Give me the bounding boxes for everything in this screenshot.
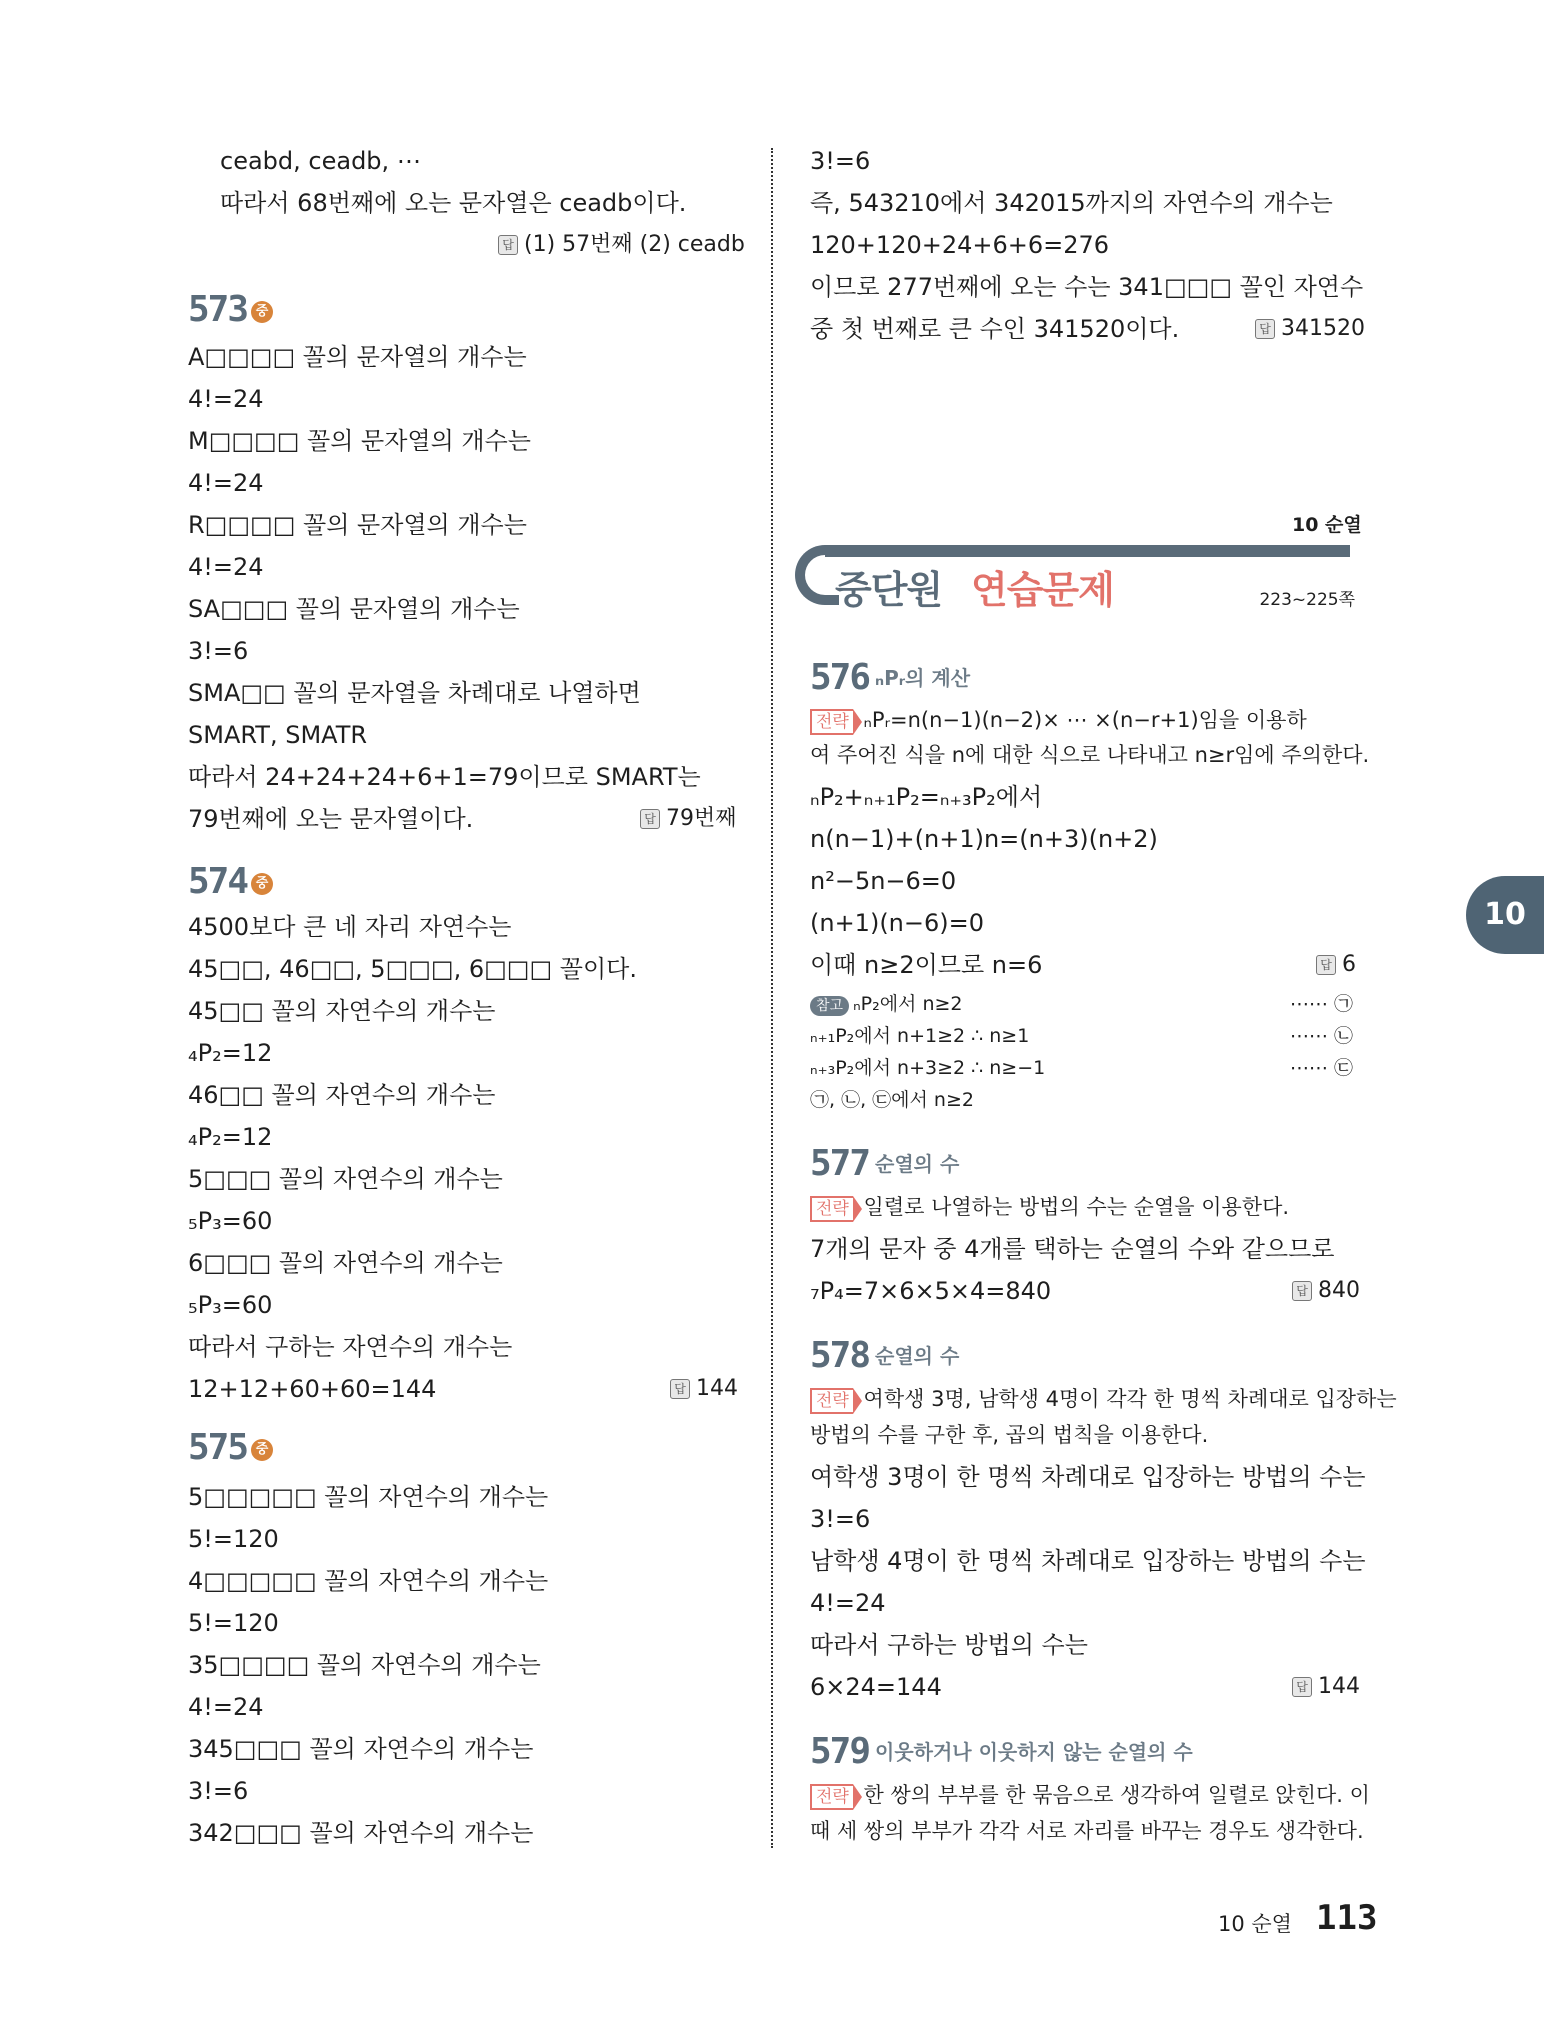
problem-number-text: 579 [810,1731,870,1772]
text-line: ₅P₃=60 [188,1291,273,1319]
answer [1292,1672,1360,1702]
text-line: 이므로 277번째에 오는 수는 341□□□ 꼴인 자연수 [810,273,1364,301]
text-line: 4!=24 [188,469,264,497]
text-line: 3!=6 [810,1505,871,1533]
text-line: 즉, 543210에서 342015까지의 자연수의 개수는 [810,189,1333,217]
text-line: 4□□□□□ 꼴의 자연수의 개수는 [188,1567,549,1595]
note-mark: ⋯⋯ ㉠ [1290,993,1354,1015]
answer [640,804,737,834]
problem-number-text: 576 [810,657,870,698]
answer-tag-icon: 답 [1292,1677,1312,1697]
reference-label: 참고 [810,996,849,1016]
text-line: 345□□□ 꼴의 자연수의 개수는 [188,1735,534,1763]
note-text: ㉠, ㉡, ㉢에서 n≥2 [810,1089,974,1111]
problem-title: 순열의 수 [875,1152,960,1176]
text-line: 79번째에 오는 문자열이다. [188,805,474,833]
strategy-text: 일렬로 나열하는 방법의 수는 순열을 이용한다. [863,1195,1290,1219]
text-line: 7개의 문자 중 4개를 택하는 순열의 수와 같으므로 [810,1235,1335,1263]
text-line: (n+1)(n−6)=0 [810,909,985,937]
text-line: A□□□□ 꼴의 문자열의 개수는 [188,343,527,371]
problem-number [810,658,970,698]
strategy-line: 때 세 쌍의 부부가 각각 서로 자리를 바꾸는 경우도 생각한다. [810,1819,1364,1843]
text-line: ₇P₄=7×6×5×4=840 [810,1277,1052,1305]
answer [1316,950,1356,980]
text-line: ₄P₂=12 [188,1039,273,1067]
text-line: 4!=24 [188,385,264,413]
banner-title-accent: 연습문제 [971,568,1114,612]
problem-number [810,1336,959,1376]
reference-note [810,1086,974,1114]
answer-value: 79번째 [666,806,737,831]
text-line: 4!=24 [188,1693,264,1721]
text-line: 4!=24 [810,1589,886,1617]
text-line: n(n−1)+(n+1)n=(n+3)(n+2) [810,825,1158,853]
strategy-line [810,1780,1370,1810]
text-line: 35□□□□ 꼴의 자연수의 개수는 [188,1651,541,1679]
text-line: 3!=6 [188,637,249,665]
problem-title: 이웃하거나 이웃하지 않는 순열의 수 [875,1740,1193,1764]
problem-number-text: 577 [810,1143,870,1184]
text-line: ₄P₂=12 [188,1123,273,1151]
text-line: 6□□□ 꼴의 자연수의 개수는 [188,1249,503,1277]
problem-number-text: 578 [810,1335,870,1376]
strategy-label: 전략 [810,1388,853,1414]
answer [1255,314,1365,344]
text-line: 따라서 68번째에 오는 문자열은 ceadb이다. [220,189,687,217]
text-line: M□□□□ 꼴의 문자열의 개수는 [188,427,531,455]
text-line: n²−5n−6=0 [810,867,957,895]
difficulty-badge: 중 [251,1439,273,1461]
strategy-label: 전략 [810,1784,853,1810]
note-text: ₙP₂에서 n≥2 [853,993,963,1015]
text-line: 4!=24 [188,553,264,581]
answer-value: 6 [1342,952,1356,977]
banner-title-main: 중단원 [835,568,943,612]
strategy-line [810,705,1307,735]
answer-value: 840 [1318,1278,1360,1303]
difficulty-badge: 중 [251,873,273,895]
problem-number-text: 574 [188,861,248,902]
text-line: SMART, SMATR [188,721,368,749]
text-line: SMA□□ 꼴의 문자열을 차례대로 나열하면 [188,679,641,707]
note-mark: ⋯⋯ ㉢ [1290,1057,1354,1079]
answer-tag-icon: 답 [1255,319,1275,339]
page-number: 113 [1316,1898,1378,1938]
problem-number-text: 575 [188,1427,248,1468]
note-text: ₙ₊₁P₂에서 n+1≥2 ∴ n≥1 [810,1025,1030,1047]
answer [498,230,745,260]
strategy-line: 여 주어진 식을 n에 대한 식으로 나타내고 n≥r임에 주의한다. [810,743,1370,767]
strategy-text: 한 쌍의 부부를 한 묶음으로 생각하여 일렬로 앉힌다. 이 [863,1783,1370,1807]
text-line: ceabd, ceadb, ⋯ [220,147,421,175]
answer [1292,1276,1360,1306]
text-line: 5!=120 [188,1525,279,1553]
problem-number [188,862,273,902]
banner-page-range: 223~225쪽 [1259,590,1355,610]
text-line: 45□□, 46□□, 5□□□, 6□□□ 꼴이다. [188,955,637,983]
answer-value: 341520 [1281,316,1365,341]
strategy-line: 방법의 수를 구한 후, 곱의 법칙을 이용한다. [810,1423,1209,1447]
text-line: 이때 n≥2이므로 n=6 [810,951,1043,979]
note-text: ₙ₊₃P₂에서 n+3≥2 ∴ n≥−1 [810,1057,1046,1079]
text-line: 따라서 구하는 방법의 수는 [810,1631,1088,1659]
text-line: 3!=6 [188,1777,249,1805]
text-line: 중 첫 번째로 큰 수인 341520이다. [810,315,1180,343]
banner-curve [795,545,839,605]
answer-tag-icon: 답 [1316,955,1336,975]
text-line: 342□□□ 꼴의 자연수의 개수는 [188,1819,534,1847]
problem-number-text: 573 [188,289,248,330]
problem-number [188,290,273,330]
strategy-label: 전략 [810,1196,853,1222]
strategy-label: 전략 [810,709,853,735]
text-line: 12+12+60+60=144 [188,1375,437,1403]
text-line: 5□□□ 꼴의 자연수의 개수는 [188,1165,503,1193]
answer-tag-icon: 답 [498,235,518,255]
text-line: ₅P₃=60 [188,1207,273,1235]
text-line: 남학생 4명이 한 명씩 차례대로 입장하는 방법의 수는 [810,1547,1366,1575]
text-line: 따라서 24+24+24+6+1=79이므로 SMART는 [188,763,701,791]
problem-number [188,1428,273,1468]
text-line: 5□□□□□ 꼴의 자연수의 개수는 [188,1483,549,1511]
reference-note [810,1022,1354,1050]
text-line: 6×24=144 [810,1673,942,1701]
footer-chapter: 10 순열 [1218,1912,1292,1936]
answer-value: 144 [1318,1674,1360,1699]
chapter-label: 10 순열 [1292,514,1362,536]
answer [670,1374,738,1404]
text-line: 따라서 구하는 자연수의 개수는 [188,1333,513,1361]
strategy-line [810,1192,1289,1222]
text-line: ₙP₂+ₙ₊₁P₂=ₙ₊₃P₂에서 [810,783,1043,811]
difficulty-badge: 중 [251,301,273,323]
answer-value: (1) 57번째 (2) ceadb [524,232,745,257]
problem-title: ₙPᵣ의 계산 [875,666,971,690]
strategy-line [810,1384,1397,1414]
text-line: 46□□ 꼴의 자연수의 개수는 [188,1081,496,1109]
strategy-text: 여학생 3명, 남학생 4명이 각각 한 명씩 차례대로 입장하는 [863,1387,1397,1411]
banner-bar [825,545,1350,557]
column-divider [771,148,773,1848]
text-line: R□□□□ 꼴의 문자열의 개수는 [188,511,527,539]
problem-title: 순열의 수 [875,1344,960,1368]
text-line: 여학생 3명이 한 명씩 차례대로 입장하는 방법의 수는 [810,1463,1366,1491]
problem-number [810,1144,959,1184]
answer-tag-icon: 답 [1292,1281,1312,1301]
text-line: 3!=6 [810,147,871,175]
answer-tag-icon: 답 [640,809,660,829]
answer-value: 144 [696,1376,738,1401]
section-banner [795,545,1355,613]
text-line: 5!=120 [188,1609,279,1637]
reference-note [810,1054,1354,1082]
strategy-text: ₙPᵣ=n(n−1)(n−2)× ⋯ ×(n−r+1)임을 이용하 [863,708,1307,732]
text-line: 120+120+24+6+6=276 [810,231,1110,259]
problem-number [810,1732,1193,1772]
text-line: SA□□□ 꼴의 문자열의 개수는 [188,595,520,623]
answer-tag-icon: 답 [670,1379,690,1399]
text-line: 45□□ 꼴의 자연수의 개수는 [188,997,496,1025]
reference-note [810,990,1354,1018]
chapter-side-tab: 10 [1466,876,1544,954]
text-line: 4500보다 큰 네 자리 자연수는 [188,913,512,941]
note-mark: ⋯⋯ ㉡ [1290,1025,1354,1047]
